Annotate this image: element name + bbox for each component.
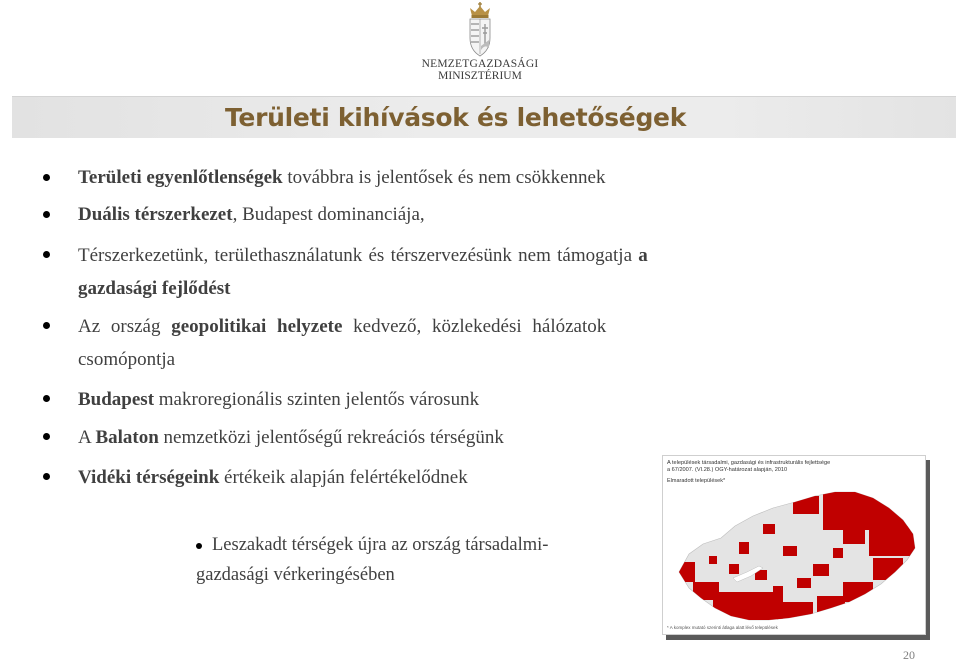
- map-caption-line1: A települések társadalmi, gazdasági és infrastrukturális fejlettsége: [667, 460, 831, 466]
- bullet-dual-structure: [78, 204, 425, 226]
- coat-of-arms-icon: [467, 2, 493, 58]
- bullet-balaton: [78, 427, 504, 449]
- bullet-bold-text: Duális térszerkezet: [78, 204, 233, 225]
- page-title: Területi kihívások és lehetőségek: [225, 103, 687, 132]
- development-map-card: [662, 455, 926, 635]
- ministry-name-line1: NEMZETGAZDASÁGI: [421, 58, 539, 70]
- bullet-marker: [43, 473, 50, 480]
- map-caption-line2: a 67/2007. (VI.28.) OGY-határozat alapján, 2010: [667, 467, 788, 473]
- bullet-bold-text: gazdasági fejlődést: [78, 278, 231, 299]
- bullet-bold-text: Balaton: [95, 427, 159, 448]
- bullet-marker: [43, 433, 50, 440]
- bullet-bold-text: Területi egyenlőtlenségek: [78, 167, 283, 188]
- bullet-budapest: [78, 389, 479, 411]
- sub-bullet-line1: Leszakadt térségek újra az ország társadalmi-: [212, 535, 549, 555]
- page-number: 20: [903, 648, 915, 662]
- bullet-marker: [43, 322, 50, 329]
- bullet-marker: [43, 174, 50, 181]
- bullet-text: kedvező, közlekedési hálózatok: [342, 316, 607, 337]
- ministry-logo: [420, 0, 540, 84]
- bullet-rural-areas: [78, 467, 468, 489]
- bullet-marker: [43, 395, 50, 402]
- bullet-text: továbbra is jelentősek és nem csökkennek: [282, 167, 606, 188]
- bullet-bold-text: Budapest: [78, 389, 155, 410]
- bullet-text: Térszerkezetünk, területhasználatunk és térszervezésünk nem támogatja: [78, 245, 633, 266]
- bullet-geopolitical-line2: csomópontja: [78, 349, 176, 370]
- bullet-bold-text: Vidéki térségeink: [78, 467, 220, 488]
- bullet-bold-text: a: [638, 245, 648, 266]
- bullet-text: Az ország: [78, 316, 172, 337]
- bullet-marker: [43, 251, 50, 258]
- bullet-text: , Budapest dominanciája,: [232, 204, 425, 225]
- bullet-text: nemzetközi jelentőségű rekreációs térségünk: [158, 427, 504, 448]
- bullet-spatial-structure-line2: [78, 278, 231, 300]
- bullet-geopolitical-line1: [78, 316, 606, 338]
- bullet-bold-text: geopolitikai helyzete: [171, 316, 343, 337]
- bullet-spatial-structure-line1: [78, 245, 648, 267]
- ministry-name-line2: MINISZTÉRIUM: [438, 70, 522, 82]
- sub-bullet-marker: [196, 543, 202, 549]
- bullet-territorial-inequality: [78, 167, 606, 189]
- bullet-text: értékeik alapján felértékelődnek: [219, 467, 468, 488]
- map-legend: Elmaradott települések*: [667, 478, 726, 484]
- hungary-settlement-map: [673, 486, 918, 624]
- sub-bullet-line2: gazdasági vérkeringésében: [196, 565, 395, 585]
- bullet-text: makroregionális szinten jelentős városunk: [154, 389, 480, 410]
- map-footnote: * A komplex mutató szerinti átlaga alatt lévő települések: [667, 625, 778, 630]
- bullet-text: A: [78, 427, 96, 448]
- bullet-marker: [43, 211, 50, 218]
